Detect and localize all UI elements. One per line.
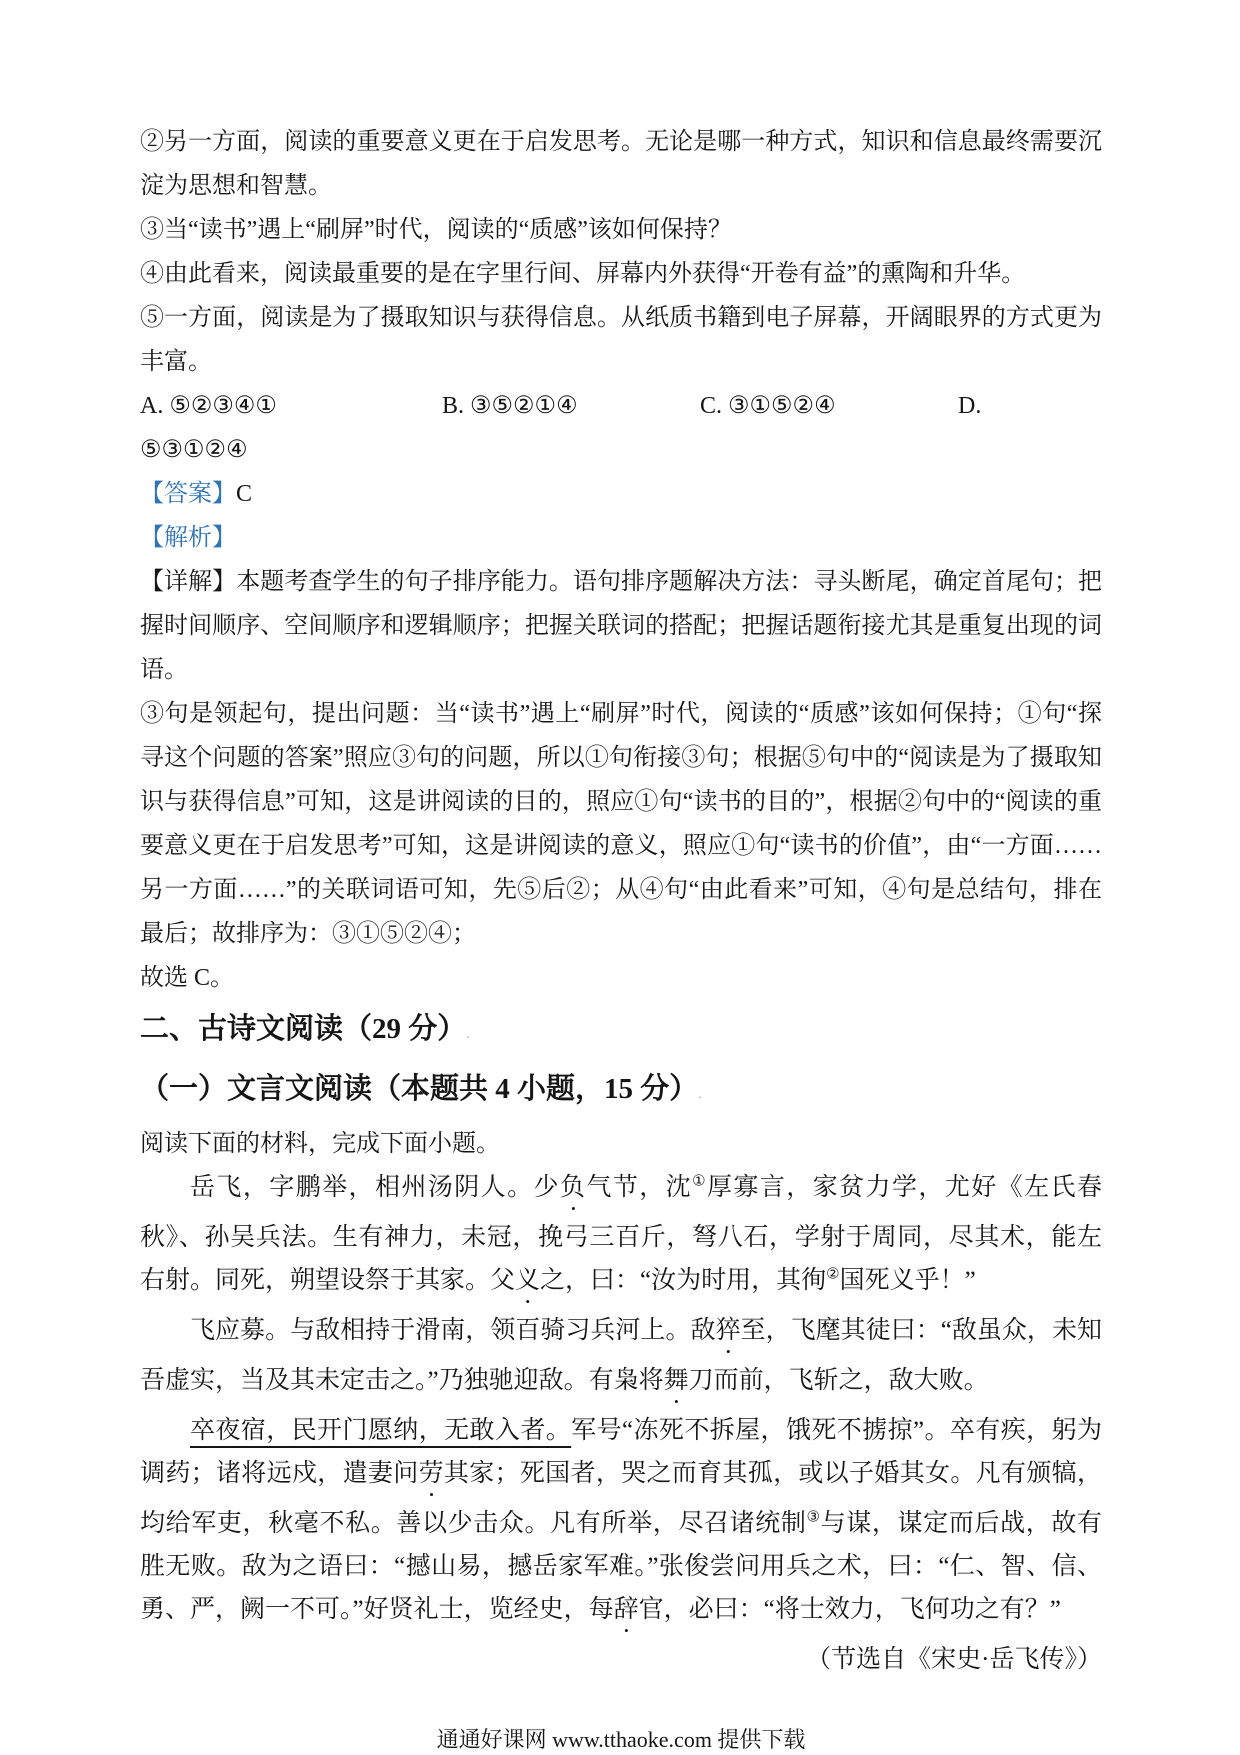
intro-sentence-3: ③当“读书”遇上“刷屏”时代，阅读的“质感”该如何保持？ bbox=[140, 217, 732, 243]
intro-sentence-5: ⑤一方面，阅读是为了摄取知识与获得信息。从纸质书籍到电子屏幕，开阔眼界的方式更为丰富。 bbox=[140, 305, 1102, 375]
answer-label: 【答案】 bbox=[140, 481, 236, 507]
passage-text: 其家；死国者，哭之而育其孤，或以子婚其女。凡有颁犒，均给军吏，秋毫不私。善以少击众。凡有所举，尽召诸统制 bbox=[140, 1460, 1102, 1537]
passage-text: 厚寡言，家贫力学，尤好《左氏春秋》、孙吴兵法。生有神力，未冠，挽弓三百斤，弩八石，学射于周同，尽其术，能左右射。同死，朔望设祭于其家。父 bbox=[140, 1174, 1102, 1294]
passage-text: 之，曰：“汝为时用，其徇 bbox=[540, 1267, 827, 1294]
detail-text: 本题考查学生的句子排序能力。语句排序题解决方法：寻头断尾，确定首尾句；把握时间顺序、空间顺序和逻辑顺序；把握关联词的搭配；把握话题衔接尤其是重复出现的词语。 bbox=[140, 569, 1103, 683]
passage-text: 军号“冻死不拆屋，饿死不掳掠”。卒有疾，躬为调药；诸将远戍，遣妻问 bbox=[140, 1417, 1102, 1487]
footnote-marker-3: ③ bbox=[806, 1509, 821, 1526]
underlined-sentence: 卒夜宿，民开门愿纳，无敢入者。 bbox=[190, 1417, 572, 1444]
analysis-line bbox=[140, 516, 1102, 560]
option-b: B. ③⑤②①④ bbox=[442, 393, 578, 419]
detail-label: 【详解】 bbox=[140, 569, 237, 595]
passage-text: 岳飞，字鹏举，相州汤阴人。少 bbox=[190, 1174, 560, 1201]
passage-text: 飞应募。与敌相持于滑南，领百骑习兵河上。敌 bbox=[190, 1317, 716, 1344]
page-footer: 通通好课网 www.tthaoke.com 提供下载 bbox=[436, 1727, 806, 1752]
section-title bbox=[140, 1002, 1102, 1062]
passage-text: 至，飞麾其徒曰：“敌虽众，未知吾虚实，当及其未定击之。”乃独驰迎敌。有枭将 bbox=[140, 1317, 1102, 1394]
passage-paragraph-3 bbox=[140, 1409, 1102, 1638]
footnote-marker-2: ② bbox=[826, 1266, 840, 1283]
emphasized-char: 猝 bbox=[715, 1317, 741, 1344]
passage-text: 刀而前，飞斩之，敌大败。 bbox=[688, 1367, 989, 1394]
passage-text: 官，必曰：“将士效力，飞何功之有？” bbox=[638, 1596, 1061, 1623]
emphasized-char: 劳 bbox=[418, 1460, 444, 1487]
emphasized-char: 辞 bbox=[613, 1596, 639, 1623]
answer-line bbox=[140, 472, 1102, 516]
page-content bbox=[140, 0, 1102, 1755]
detail-conclusion: 故选 C。 bbox=[140, 965, 235, 991]
option-d-wrapped-value: ⑤③①②④ bbox=[140, 437, 248, 463]
section-title-text: 二、古诗文阅读（29 分） bbox=[140, 1013, 467, 1045]
emphasized-char: 负 bbox=[559, 1174, 587, 1201]
emphasized-char: 舞 bbox=[663, 1367, 689, 1394]
subsection-title-text: （一）文言文阅读（本题共 4 小题，15 分） bbox=[140, 1073, 699, 1105]
format-mark: . bbox=[466, 1027, 470, 1042]
passage-paragraph-1 bbox=[140, 1166, 1102, 1309]
options-row bbox=[140, 384, 1102, 428]
reading-instruction: 阅读下面的材料，完成下面小题。 bbox=[140, 1131, 500, 1157]
subsection-title bbox=[140, 1062, 1102, 1122]
analysis-label: 【解析】 bbox=[140, 525, 236, 551]
passage-text: 国死义乎！” bbox=[839, 1267, 976, 1294]
intro-sentence-4: ④由此看来，阅读最重要的是在字里行间、屏幕内外获得“开卷有益”的熏陶和升华。 bbox=[140, 261, 1026, 287]
passage-text: 气节，沈 bbox=[586, 1174, 693, 1201]
format-mark: . bbox=[698, 1087, 702, 1102]
footnote-marker-1: ① bbox=[692, 1173, 707, 1190]
detail-explanation-paragraph: ③句是领起句，提出问题：当“读书”遇上“刷屏”时代，阅读的“质感”该如何保持；①句“探寻这个问题的答案”照应③句的问题，所以①句衔接③句；根据⑤句中的“阅读是为了摄取知识与获得信息”可知，这是讲阅读的目的，照应①句“读书的目的”，根据②句中的“阅读的重要意义更在于启发思考”可知，这是讲阅读的意义，照应①句“读书的价值”，由“一方面……另一方面……”的关联词语可知，先⑤后②；从④句“由此看来”可知，④句是总结句，排在最后；故排序为：③①⑤②④； bbox=[140, 701, 1102, 947]
answer-value: C bbox=[236, 481, 253, 507]
source-citation: （节选自《宋史·岳飞传》） bbox=[806, 1646, 1102, 1673]
intro-sentence-2: ②另一方面，阅读的重要意义更在于启发思考。无论是哪一种方式，知识和信息最终需要沉淀为思想和智慧。 bbox=[140, 129, 1102, 199]
option-d: D. bbox=[958, 393, 982, 419]
option-a: A. ⑤②③④① bbox=[140, 393, 277, 419]
passage-text: 与谋，谋定而后战，故有胜无败。敌为之语曰：“撼山易，撼岳家军难。”张俊尝问用兵之术，曰：“仁、智、信、勇、严，阙一不可。”好贤礼士，览经史，每 bbox=[140, 1510, 1102, 1623]
emphasized-char: 义 bbox=[515, 1267, 541, 1294]
detail-paragraph bbox=[140, 560, 1102, 692]
passage-paragraph-2 bbox=[140, 1309, 1102, 1409]
option-c: C. ③①⑤②④ bbox=[700, 393, 836, 419]
